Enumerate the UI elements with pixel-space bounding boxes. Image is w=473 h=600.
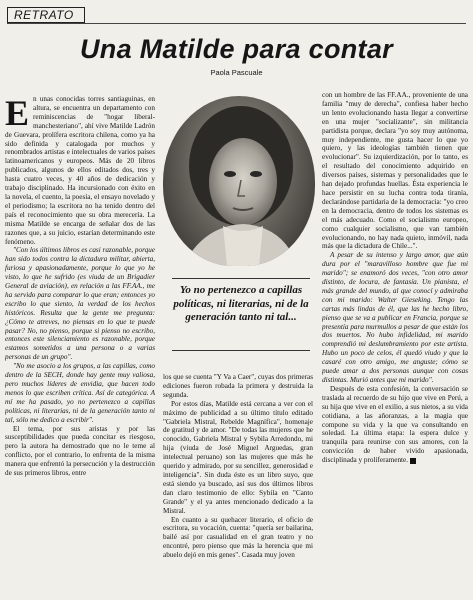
headline: Una Matilde para contar [80,34,393,64]
paragraph: El tema, por sus aristas y por las susceptibilidades que pueda concitar es riesgoso, pero la autora ha demostrado que no le teme al conflicto, por el contrario, lo enfrenta de la misma manera que enfrentó la persecución y la destrucción de sus primeros libros, entre [5,424,155,478]
top-rule [7,23,466,24]
quote-rule-bottom [172,350,310,351]
section-label: RETRATO [7,7,85,23]
column-1 [5,95,155,595]
paragraph: "Con los últimos libros es casi razonable, porque han sido todos contra la dictadura militar, abierta, furiosa y apasionadamente, porque lo que yo he visto, lo que he sufrido (es viuda de un Brigadier General de aviación), en relación a las FF.AA., me ha servido para comparar lo que eran; entonces yo escribo lo que siento, la verdad de los hechos históricos. Resulta que la gente me pregunta: ¿Cómo te atreves, no piensas en lo que te puede pasar? No, no pienso, porque si pienso no escribo, entonces este silenciamiento es razonable, porque estamos sometidos a una persona o a varias personas de un grupo". [5,246,155,362]
pull-quote: Yo no pertenezco a capillas políticas, ni literarias, ni de la generación tanto ni tal... [173,284,309,323]
column-3 [322,91,468,595]
paragraph: En cuanto a su quehacer literario, el oficio de escritora, su vocación, cuenta: "quería ser bailarina, bailé así por casualidad en el gran teatro y no encontré, pero pienso que más la herencia que mi abuelo dejó en mis genes". Casada muy joven [163,515,313,560]
paragraph: Después de esta confesión, la conversación se traslada al recuerdo de su hijo que vive en Perú, a su hija que vive en el exilio, a sus nietos, a su vida cotidiana, a las añoranzas, a la magia que compone su vida y la que va consultando en soledad. La última etapa: la espera dulce y tranquila para reunirse con sus amores, con la convicción de haber vivido apasionada, disciplinada y prolíferamente. [322,384,468,465]
quote-rule-top [172,278,310,279]
end-mark-icon [410,458,416,464]
paragraph: Por estos días, Matilde está cercana a ver con el máximo de publicidad a su último título editado "Gabriela Mistral, Rebelde Magnífica", homenaje de gratitud y de amor. "De todas las mujeres que he conocido, Gabriela Mistral y Sybila Arredondo, mi hija (viuda de José Miguel Arguedas, gran intelectual peruano) son las mujeres que más he querido y admirado, por su sencillez, generosidad e inteligencia". Sin duda éste es un libro suyo, que está siendo ya buscado, así sus dos últimos libros dan claro testimonio de ello: Sybila en "Canto Grande" y el ya antes mencionado dedicado a la Mistral. [163,399,313,515]
drop-cap: E [5,95,30,133]
paragraph: En unas conocidas torres santiaguinas, en altura, se encuentra un departamento con reminiscencias de "hogar liberal-manchesteriano", ahí vive Matilde Ladrón de Guevara, prolífera escritora chilena, como ya ha sido definida y catalogada por muchos y renombrados artistas e intelectuales de varios países latinoamericanos y europeos. Más de 20 libros publicados, algunos de ellos editados dos, tres y hasta cuatro veces, y 40 años de dedicación y trabajo disciplinado. Ha incursionado con éxito en la novela, el cuento, la poesía, el ensayo novelado y el periodismo; la escritora no ha tenido dentro del país el reconocimiento que su obra merecería. La misma Matilde se encarga de señalar dos de las razones que, a su juicio, estarían determinando este fenómeno. [5,95,155,246]
portrait-photo [163,96,315,266]
portrait-illustration [163,96,315,266]
paragraph: "No me asocio a los grupos, a las capillas, como dentro de la SECH, donde hay gente muy valiosa, pero muchos líderes de envidia, que hacen todo menos lo que escriben crítica. Así de categórica. A mí me ha pasado, yo no pertenezco a capillas políticas, ni literarias, ni de la generación tanto ni tal, sólo me dedico a escribir". [5,362,155,424]
paragraph: los que se cuenta "Y Va a Caer", cuyas dos primeras ediciones fueron robada la primera y destruida la segunda. [163,373,313,399]
byline: Paola Pascuale [210,68,263,77]
column-2 [163,373,313,595]
paragraph: con un hombre de las FF.AA., proveniente de una familia "muy de derecha", confiesa haber hecho un lento evolucionando hasta llegar a convertirse en una mujer "socializante", sin militancia partidista porque, declara "yo soy muy autónoma, muy independiente, me gusta hacer lo que yo quiero, y las ideologías también tienen que evolucionar". Su izquierdización, por lo tanto, es el resultado del conocimiento adquirido en diversos países, sistemas y personalidades que le han dejado profundas huellas. Ésta experiencia le hace persistir en su lucha contra toda tiranía, declarándose partidaria de la democracia: "yo creo en la democracia, dentro de todos los sistemas es el más adecuado. Como el socialismo europeo, como cualquier socialismo, que van también evolucionando, no hay nada quieto, inmóvil, nada más que la dictadura de Chile...". [322,91,468,251]
paragraph: A pesar de su intenso y largo amor, que aún dura por el "maravilloso hombre que fue mi marido"; se enamoró dos veces, "con otro amor distinto, de locura, de fantasía. Un pianista, el más grande del mundo, al que conocí y admiraba con mi marido: Walter Gieseking. Tengo las cartas más lindas de él, que las he hecho libro, pienso que se va a publicar en Francia, porque se presentía para murmullos a pesar de que están los dos muertos. No hubo infidelidad, mi marido comprendió mi deslumbramiento por este artista. Hubo un poco de celos, él quedó viudo y que la casaré con otro amigo, me anguste; cómo se puede amar a dos personas aunque con cosas distintas. Murió antes que mi marido". [322,251,468,384]
